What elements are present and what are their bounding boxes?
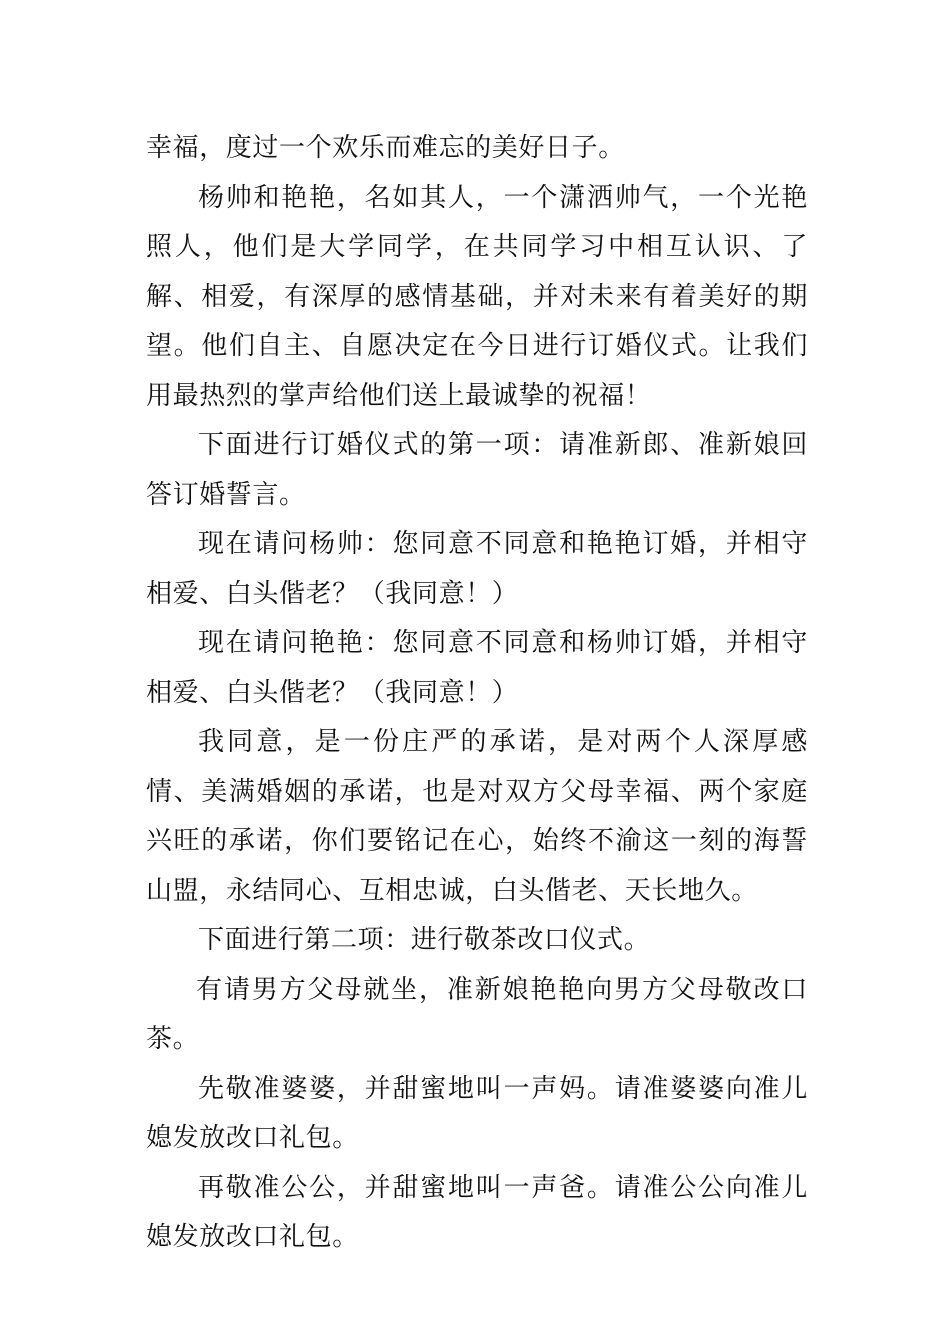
- paragraph-step-two: 下面进行第二项：进行敬茶改口仪式。: [198, 925, 651, 955]
- paragraph-continuation: 幸福，度过一个欢乐而难忘的美好日子。: [146, 133, 625, 163]
- paragraph-tea-mother: 先敬准婆婆，并甜蜜地叫一声妈。请准婆婆向准儿媳发放改口礼包。: [146, 1073, 808, 1153]
- paragraph-tea-father: 再敬准公公，并甜蜜地叫一声爸。请准公公向准儿媳发放改口礼包。: [146, 1172, 808, 1252]
- paragraph-couple-intro: 杨帅和艳艳，名如其人，一个潇洒帅气，一个光艳照人，他们是大学同学，在共同学习中相互认识、了解、相爱，有深厚的感情基础，并对未来有着美好的期望。他们自主、自愿决定在今日进行订婚仪式。让我们用最热烈的掌声给他们送上最诚挚的祝福！: [146, 182, 808, 411]
- paragraph-vow-meaning: 我同意，是一份庄严的承诺，是对两个人深厚感情、美满婚姻的承诺，也是对双方父母幸福、两个家庭兴旺的承诺，你们要铭记在心，始终不渝这一刻的海誓山盟，永结同心、互相忠诚，白头偕老、天长地久。: [146, 727, 808, 906]
- paragraph-question-bride: 现在请问艳艳：您同意不同意和杨帅订婚，并相守相爱、白头偕老？（我同意！）: [146, 628, 808, 708]
- paragraph-step-one: 下面进行订婚仪式的第一项：请准新郎、准新娘回答订婚誓言。: [146, 430, 808, 510]
- paragraph-parents-seated: 有请男方父母就坐，准新娘艳艳向男方父母敬改口茶。: [146, 974, 808, 1054]
- document-body: [146, 124, 808, 1263]
- paragraph-question-groom: 现在请问杨帅：您同意不同意和艳艳订婚，并相守相爱、白头偕老？（我同意！）: [146, 529, 808, 609]
